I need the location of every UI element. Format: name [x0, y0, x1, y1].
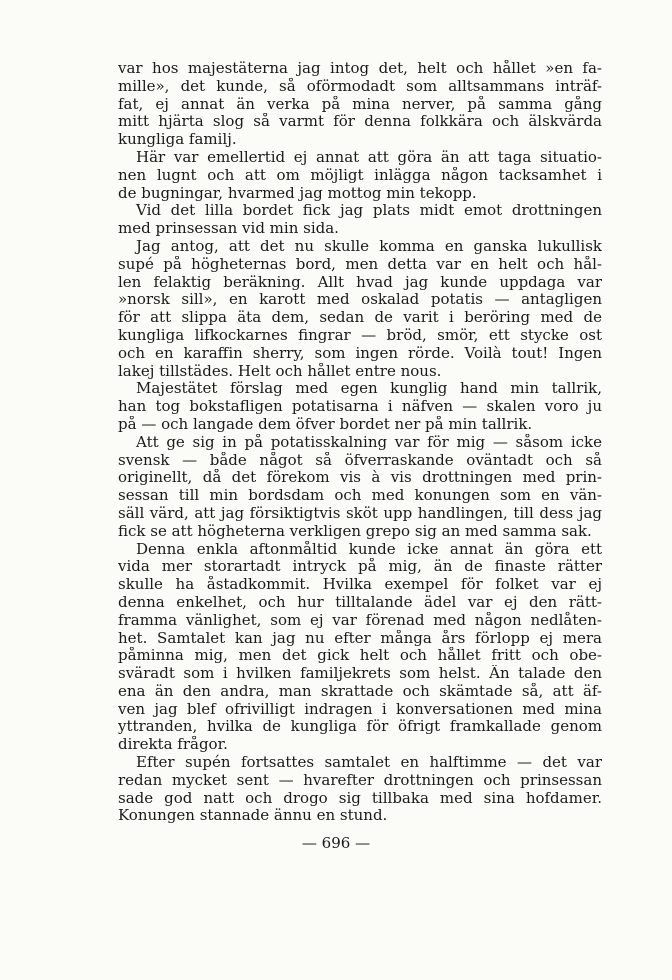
text-line: originellt, då det förekom vis à vis drottningen med prin- — [118, 469, 602, 487]
text-line: yttranden, hvilka de kungliga för öfrigt framkallade genom — [118, 718, 602, 736]
text-line: Att ge sig in på potatisskalning var för mig — såsom icke — [136, 433, 602, 451]
text-line: skulle ha åstadkommit. Hvilka exempel för folket var ej — [118, 576, 602, 594]
text-line: mitt hjärta slog så varmt för denna folkkära och älskvärda — [118, 113, 602, 131]
text-line: Här var emellertid ej annat att göra än att taga situatio- — [136, 148, 602, 166]
text-line: Jag antog, att det nu skulle komma en ganska lukullisk — [136, 237, 602, 255]
text-line: säll värd, att jag försiktigtvis sköt upp handlingen, till dess jag — [118, 504, 602, 522]
text-line: de bugningar, hvarmed jag mottog min tekopp. — [118, 184, 477, 202]
text-line: ven jag blef ofrivilligt indragen i konversationen med mina — [118, 700, 602, 718]
text-line: påminna mig, men det gick helt och hållet fritt och obe- — [118, 647, 602, 665]
text-line: nen lugnt och att om möjligt inlägga någon tacksamhet i — [118, 166, 602, 184]
text-line: ena än den andra, man skrattade och skämtade så, att äf- — [118, 682, 602, 700]
text-line: för att slippa äta dem, sedan de varit i beröring med de — [118, 309, 602, 327]
text-line: redan mycket sent — hvarefter drottningen och prinsessan — [118, 771, 602, 789]
text-line: Vid det lilla bordet fick jag plats midt emot drottningen — [136, 202, 602, 220]
text-line: sväradt som i hvilken familjekrets som helst. Än talade den — [118, 665, 602, 683]
text-line: vida mer storartadt intryck på mig, än de finaste rätter — [118, 558, 602, 576]
text-line: het. Samtalet kan jag nu efter många års förlopp ej mera — [118, 629, 602, 647]
text-line: len felaktig beräkning. Allt hvad jag kunde uppdaga var — [118, 273, 602, 291]
text-line: sessan till min bordsdam och med konungen som en vän- — [118, 487, 602, 505]
text-line: »norsk sill», en karott med oskalad potatis — antagligen — [118, 291, 602, 309]
text-line: svensk — både något så öfverraskande oväntadt och så — [118, 451, 602, 469]
body-text — [118, 60, 602, 825]
page-number: — 696 — — [301, 834, 371, 852]
text-line: han tog bokstafligen potatisarna i näfven — skalen voro ju — [118, 398, 602, 416]
text-line: denna enkelhet, och hur tilltalande ädel var ej den rätt- — [118, 593, 602, 611]
text-line: framma vänlighet, som ej var förenad med någon nedlåten- — [118, 611, 602, 629]
text-line: sade god natt och drogo sig tillbaka med sina hofdamer. — [118, 789, 602, 807]
text-line: lakej tillstädes. Helt och hållet entre nous. — [118, 362, 442, 380]
text-line: var hos majestäterna jag intog det, helt och hållet »en fa- — [118, 60, 602, 77]
text-line: och en karaffin sherry, som ingen rörde. Voilà tout! Ingen — [118, 344, 602, 362]
text-line: fick se att högheterna verkligen grepo sig an med samma sak. — [118, 522, 592, 540]
text-line: Efter supén fortsattes samtalet en halftimme — det var — [136, 754, 602, 772]
text-line: direkta frågor. — [118, 736, 228, 754]
text-line: supé på högheternas bord, men detta var en helt och hål- — [118, 255, 602, 273]
text-line: Denna enkla aftonmåltid kunde icke annat än göra ett — [136, 540, 602, 558]
text-line: kungliga familj. — [118, 131, 237, 149]
text-line: fat, ej annat än verka på mina nerver, på samma gång — [118, 95, 602, 113]
text-line: kungliga lifkockarnes fingrar — bröd, smör, ett stycke ost — [118, 326, 602, 344]
text-line: på — och langade dem öfver bordet ner på min tallrik. — [118, 415, 533, 433]
text-line: Konungen stannade ännu en stund. — [118, 807, 388, 825]
text-line: mille», det kunde, så oförmodadt som alltsammans inträf- — [118, 77, 602, 95]
text-line: Majestätet förslag med egen kunglig hand min tallrik, — [136, 380, 602, 398]
text-line: med prinsessan vid min sida. — [118, 220, 339, 238]
